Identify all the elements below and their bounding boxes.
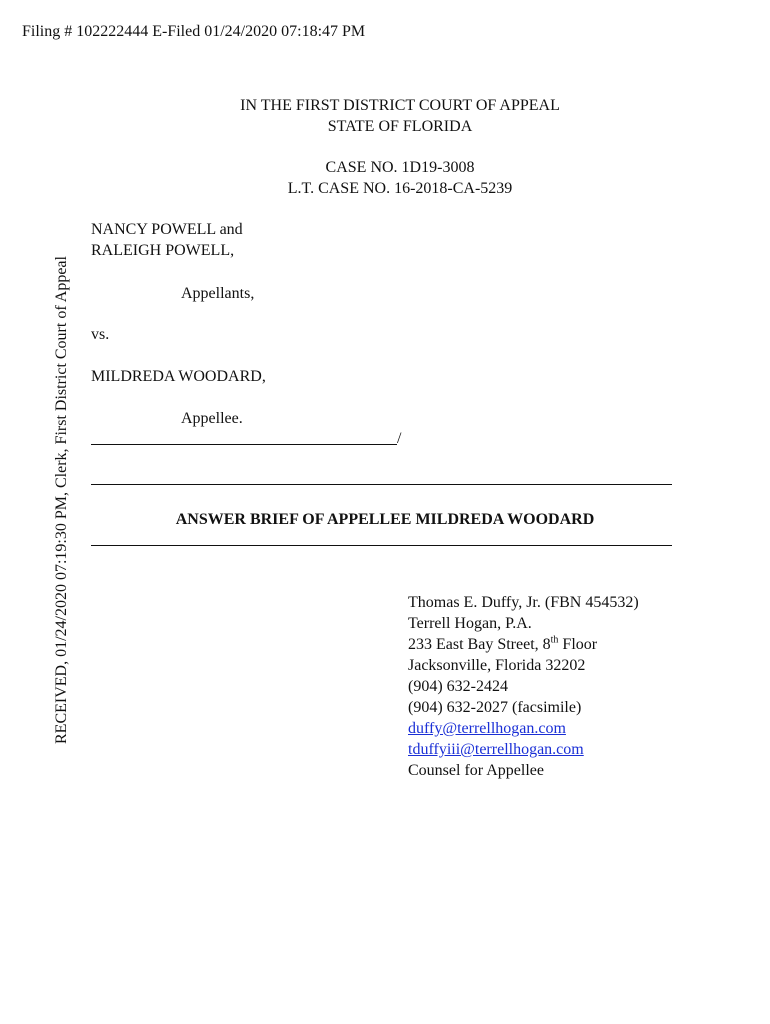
- appellant-line-2: RALEIGH POWELL,: [91, 242, 235, 259]
- filing-header: Filing # 102222444 E-Filed 01/24/2020 07:18:47 PM: [22, 23, 366, 40]
- counsel-role: Counsel for Appellee: [408, 762, 544, 779]
- street-address: [408, 634, 639, 655]
- court-name: IN THE FIRST DISTRICT COURT OF APPEAL: [240, 97, 560, 114]
- city-state-zip: Jacksonville, Florida 32202: [408, 657, 586, 674]
- court-heading: [0, 95, 770, 137]
- firm-name: Terrell Hogan, P.A.: [408, 615, 532, 632]
- versus-label: vs.: [91, 326, 110, 343]
- email-link-secondary[interactable]: tduffyiii@terrellhogan.com: [408, 741, 584, 758]
- fax-number: (904) 632-2027 (facsimile): [408, 699, 582, 716]
- street-address-ordinal: th: [550, 634, 559, 646]
- appellants-label: Appellants,: [181, 285, 255, 302]
- lower-tribunal-case-number: L.T. CASE NO. 16-2018-CA-5239: [287, 180, 513, 197]
- email-link-primary-row: [408, 718, 639, 739]
- case-numbers: [0, 157, 770, 199]
- attorney-name: Thomas E. Duffy, Jr. (FBN 454532): [408, 594, 639, 611]
- appellee-label: Appellee.: [181, 410, 243, 427]
- street-address-suffix: Floor: [558, 636, 598, 653]
- title-rule-top: [91, 484, 672, 485]
- court-state: STATE OF FLORIDA: [327, 118, 473, 135]
- title-rule-bottom: [91, 545, 672, 546]
- counsel-block: [408, 592, 639, 781]
- appellant-line-1: NANCY POWELL and: [91, 221, 243, 238]
- street-address-prefix: 233 East Bay Street, 8: [408, 636, 551, 653]
- brief-title: ANSWER BRIEF OF APPELLEE MILDREDA WOODARD: [175, 511, 595, 528]
- appellee-name: MILDREDA WOODARD,: [91, 368, 266, 385]
- caption-rule: [91, 444, 397, 445]
- email-link-primary[interactable]: duffy@terrellhogan.com: [408, 720, 566, 737]
- phone-number: (904) 632-2424: [408, 678, 508, 695]
- caption-slash: /: [397, 430, 402, 447]
- case-number: CASE NO. 1D19-3008: [325, 159, 475, 176]
- received-stamp: RECEIVED, 01/24/2020 07:19:30 PM, Clerk, First District Court of Appeal: [53, 256, 70, 744]
- email-link-secondary-row: [408, 739, 639, 760]
